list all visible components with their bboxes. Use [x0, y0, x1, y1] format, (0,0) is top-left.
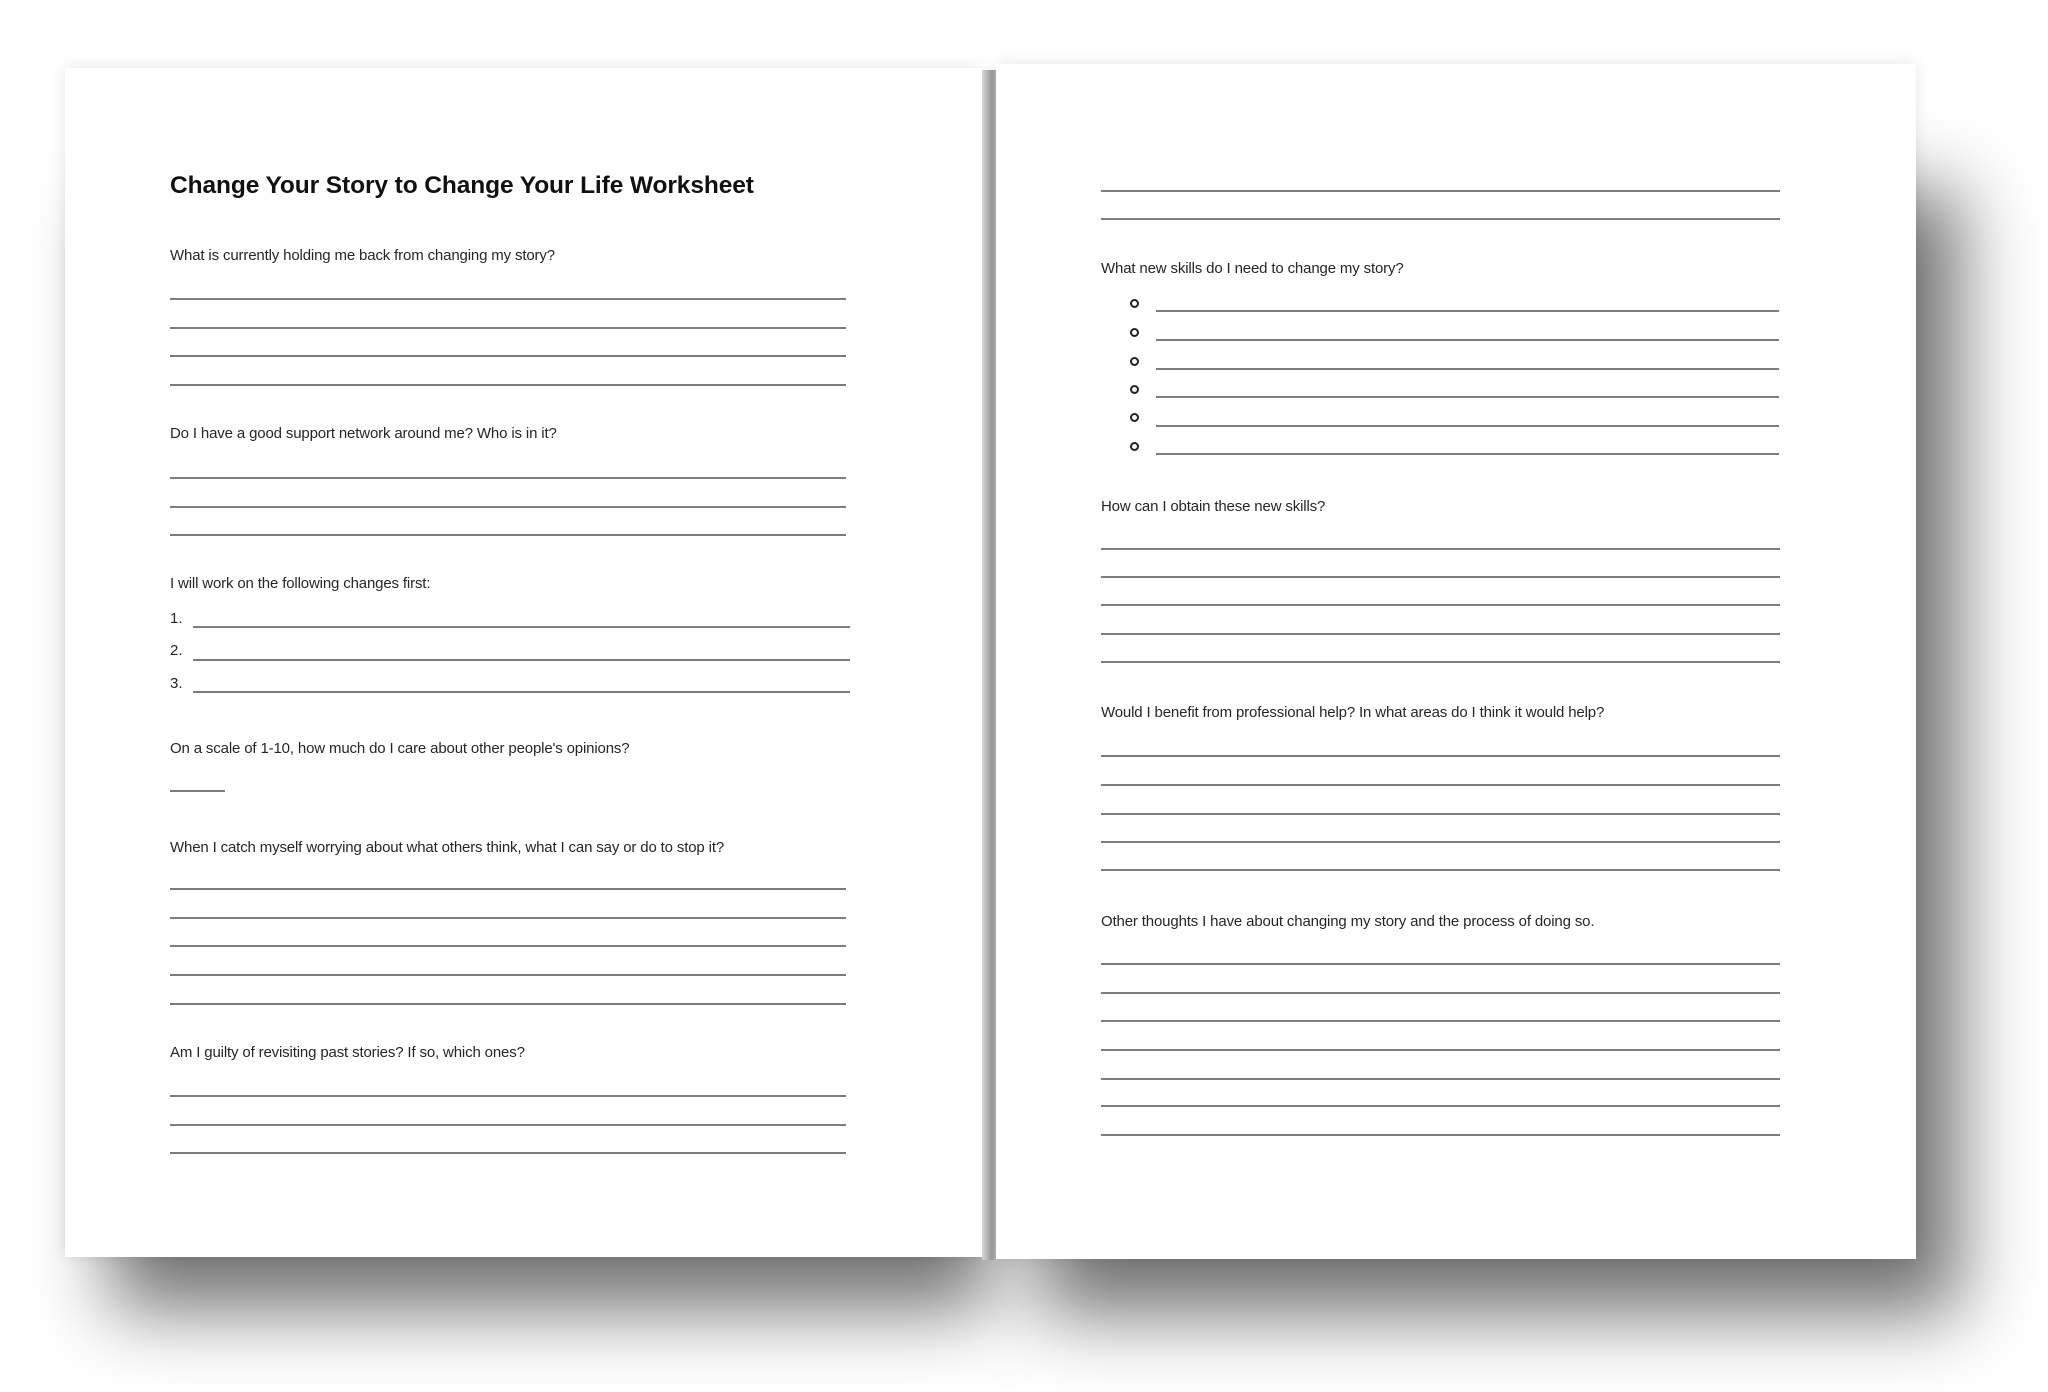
answer-line[interactable] [170, 477, 846, 479]
bullet-circle-icon [1130, 299, 1139, 308]
answer-line[interactable] [1101, 784, 1780, 786]
answer-line[interactable] [170, 888, 846, 890]
bullet-circle-icon [1130, 385, 1139, 394]
bullet-answer-line[interactable] [1156, 310, 1779, 312]
answer-line[interactable] [170, 917, 846, 919]
question-worrying: When I catch myself worrying about what others think, what I can say or do to stop it? [170, 839, 725, 856]
answer-line[interactable] [170, 1003, 846, 1005]
answer-line[interactable] [170, 945, 846, 947]
answer-line[interactable] [1101, 1134, 1780, 1136]
bullet-answer-line[interactable] [1156, 368, 1779, 370]
answer-line[interactable] [1101, 576, 1780, 578]
question-opinion-scale: On a scale of 1-10, how much do I care about other people's opinions? [170, 740, 630, 757]
answer-line[interactable] [1101, 661, 1780, 663]
answer-line[interactable] [1101, 1078, 1780, 1080]
question-obtain-skills: How can I obtain these new skills? [1101, 498, 1326, 515]
bullet-circle-icon [1130, 413, 1139, 422]
answer-line[interactable] [170, 1095, 846, 1097]
numbered-answer-line-1[interactable] [193, 626, 850, 628]
answer-line[interactable] [170, 506, 846, 508]
bullet-answer-line[interactable] [1156, 396, 1779, 398]
answer-line[interactable] [170, 1152, 846, 1154]
question-changes-first: I will work on the following changes first: [170, 575, 431, 592]
question-support-network: Do I have a good support network around me? Who is in it? [170, 425, 557, 442]
answer-line[interactable] [170, 384, 846, 386]
bullet-answer-line[interactable] [1156, 339, 1779, 341]
bullet-circle-icon [1130, 328, 1139, 337]
answer-line[interactable] [1101, 1105, 1780, 1107]
answer-line[interactable] [170, 298, 846, 300]
answer-line[interactable] [1101, 1020, 1780, 1022]
list-number-2: 2. [170, 642, 183, 659]
answer-line[interactable] [1101, 604, 1780, 606]
scale-answer-line[interactable] [170, 790, 225, 792]
answer-line[interactable] [1101, 992, 1780, 994]
numbered-answer-line-2[interactable] [193, 659, 850, 661]
list-number-1: 1. [170, 610, 183, 627]
continuation-line[interactable] [1101, 218, 1780, 220]
question-holding-back: What is currently holding me back from changing my story? [170, 247, 555, 264]
answer-line[interactable] [1101, 755, 1780, 757]
worksheet-title: Change Your Story to Change Your Life Worksheet [170, 172, 754, 199]
list-number-3: 3. [170, 675, 183, 692]
question-professional-help: Would I benefit from professional help? In what areas do I think it would help? [1101, 704, 1605, 721]
bullet-answer-line[interactable] [1156, 425, 1779, 427]
answer-line[interactable] [170, 1124, 846, 1126]
question-new-skills: What new skills do I need to change my story? [1101, 260, 1404, 277]
page-gap [982, 70, 996, 1260]
bullet-answer-line[interactable] [1156, 453, 1779, 455]
question-past-stories: Am I guilty of revisiting past stories? If so, which ones? [170, 1044, 525, 1061]
answer-line[interactable] [1101, 841, 1780, 843]
answer-line[interactable] [1101, 869, 1780, 871]
answer-line[interactable] [1101, 548, 1780, 550]
answer-line[interactable] [1101, 813, 1780, 815]
answer-line[interactable] [170, 534, 846, 536]
answer-line[interactable] [1101, 633, 1780, 635]
continuation-line[interactable] [1101, 190, 1780, 192]
answer-line[interactable] [170, 355, 846, 357]
question-other-thoughts: Other thoughts I have about changing my story and the process of doing so. [1101, 913, 1595, 930]
bullet-circle-icon [1130, 357, 1139, 366]
answer-line[interactable] [1101, 1049, 1780, 1051]
answer-line[interactable] [170, 974, 846, 976]
answer-line[interactable] [170, 327, 846, 329]
numbered-answer-line-3[interactable] [193, 691, 850, 693]
bullet-circle-icon [1130, 442, 1139, 451]
answer-line[interactable] [1101, 963, 1780, 965]
